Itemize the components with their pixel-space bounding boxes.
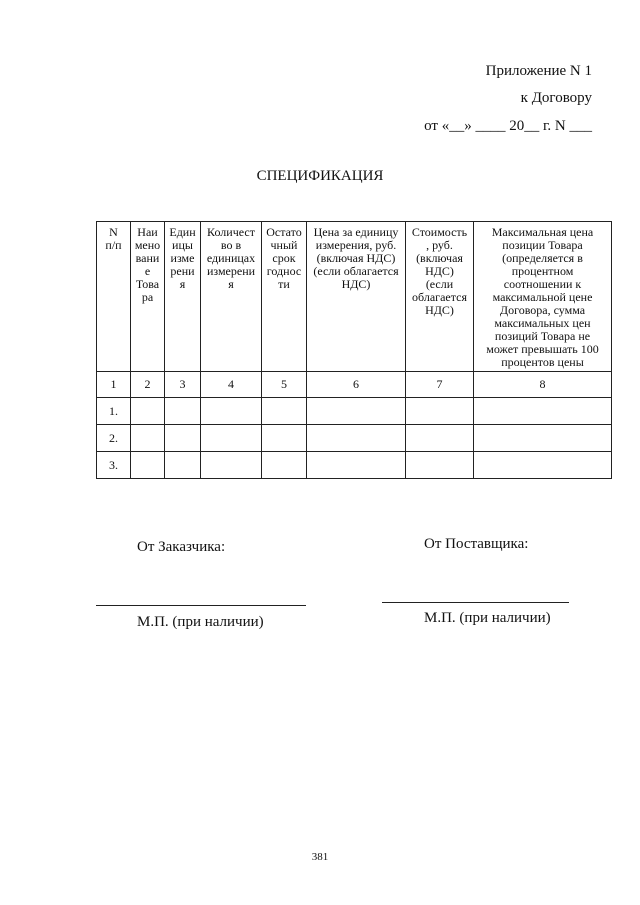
table-cell [201,425,262,452]
column-header: Един ицы изме рени я [165,222,201,372]
column-number: 2 [131,372,165,398]
table-cell [165,425,201,452]
contract-date-number: от «__» ____ 20__ г. N ___ [424,118,592,134]
appendix-title: Приложение N 1 [485,63,592,79]
row-number: 3. [97,452,131,479]
table-header-row [97,222,612,372]
column-header: Остато чный срок годнос ти [262,222,307,372]
table-row [97,425,612,452]
column-header: Стоимость , руб. (включая НДС) (если облагается НДС) [406,222,474,372]
customer-signature-line [96,605,306,606]
table-cell [131,425,165,452]
table-cell [307,398,406,425]
table-cell [307,425,406,452]
column-header: Наи мено вани е Това ра [131,222,165,372]
table-cell [307,452,406,479]
table-cell [201,452,262,479]
table-cell [262,398,307,425]
table-cell [406,425,474,452]
table-cell [474,452,612,479]
supplier-label: От Поставщика: [424,536,529,552]
table-cell [131,452,165,479]
table-cell [406,398,474,425]
column-number-row [97,372,612,398]
document-title: СПЕЦИФИКАЦИЯ [256,168,384,184]
table-cell [165,452,201,479]
column-number: 4 [201,372,262,398]
table-cell [201,398,262,425]
supplier-seal-label: М.П. (при наличии) [424,610,551,626]
table-row [97,452,612,479]
column-number: 6 [307,372,406,398]
table-row [97,398,612,425]
column-number: 8 [474,372,612,398]
table-cell [131,398,165,425]
column-header: Количест во в единицах измерени я [201,222,262,372]
column-number: 3 [165,372,201,398]
column-number: 7 [406,372,474,398]
table-cell [474,398,612,425]
page-number: 381 [311,851,329,863]
column-header: Цена за единицу измерения, руб. (включая НДС) (если облагается НДС) [307,222,406,372]
row-number: 2. [97,425,131,452]
supplier-signature-line [382,602,569,603]
row-number: 1. [97,398,131,425]
table-cell [474,425,612,452]
contract-reference: к Договору [520,90,592,106]
column-number: 1 [97,372,131,398]
column-number: 5 [262,372,307,398]
table-cell [165,398,201,425]
column-header: Максимальная цена позиции Товара (определяется в процентном соотношении к максимальной цене Договора, сумма максимальных цен позиций Товара не может превышать 100 процентов цены [474,222,612,372]
column-header: N п/п [97,222,131,372]
table-cell [262,452,307,479]
table-cell [406,452,474,479]
specification-table [96,221,612,479]
table-cell [262,425,307,452]
customer-label: От Заказчика: [137,539,226,555]
customer-seal-label: М.П. (при наличии) [137,614,264,630]
